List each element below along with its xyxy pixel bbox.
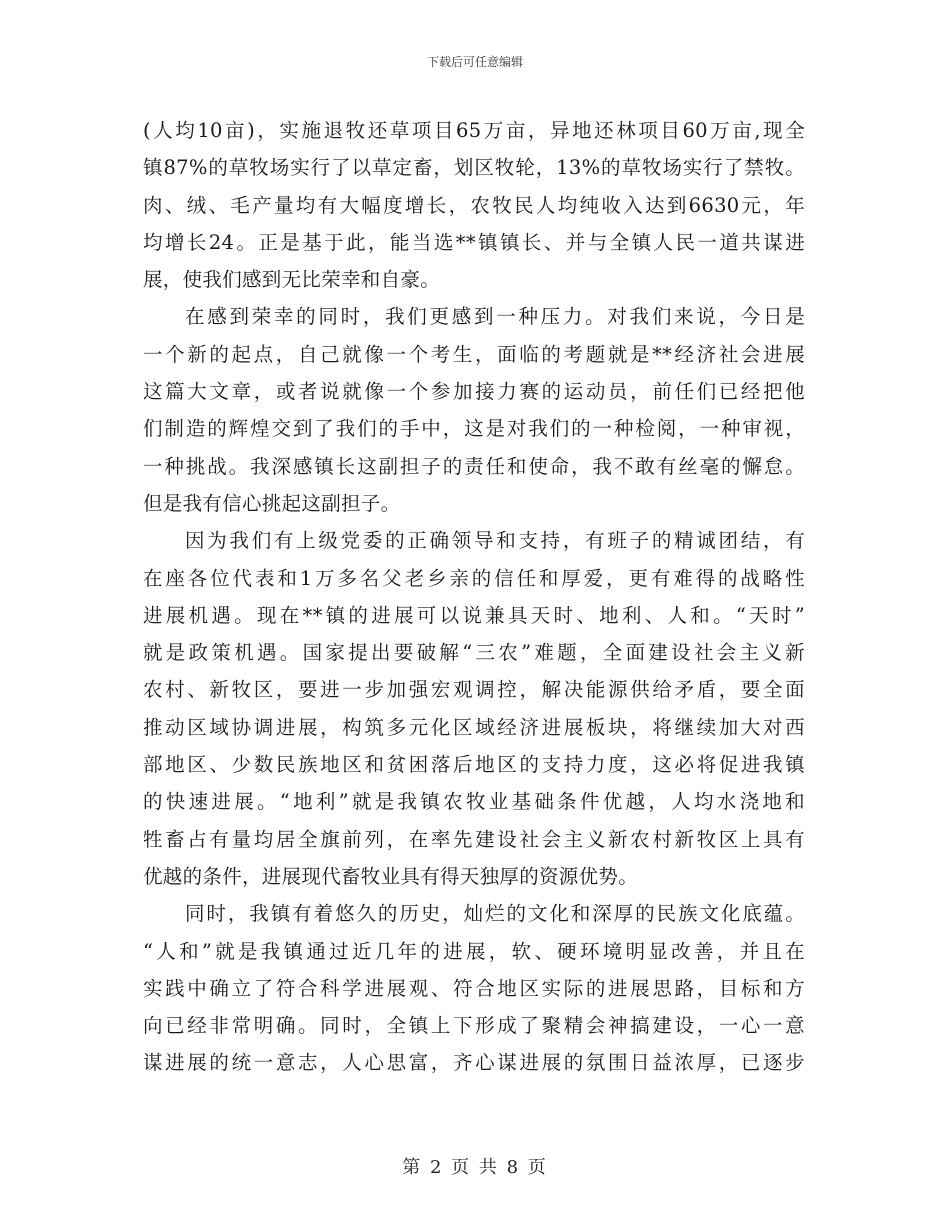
text-line: 向已经非常明确。同时，全镇上下形成了聚精会神搞建设，一心一意 <box>143 1014 805 1038</box>
text-line: 优越的条件，进展现代畜牧业具有得天独厚的资源优势。 <box>143 864 639 888</box>
text-line: (人均10亩)，实施退牧还草项目65万亩，异地还林项目60万亩,现全 <box>143 119 805 142</box>
text-line: “人和”就是我镇通过近几年的进展，软、硬环境明显改善，并且在 <box>143 939 805 963</box>
text-line: 就是政策机遇。国家提出要破解“三农”难题，全面建设社会主义新 <box>143 641 805 665</box>
document-body <box>143 112 805 1082</box>
text-line: 进展机遇。现在**镇的进展可以说兼具天时、地利、人和。“天时” <box>143 603 805 627</box>
text-line: 在座各位代表和1万多名父老乡亲的信任和厚爱，更有难得的战略性 <box>143 566 805 590</box>
page-number: 第 2 页 共 8 页 <box>402 1157 548 1178</box>
text-line: 均增长24。正是基于此，能当选**镇镇长、并与全镇人民一道共谋进 <box>143 230 805 254</box>
text-line: 牲畜占有量均居全旗前列，在率先建设社会主义新农村新牧区上具有 <box>143 827 805 851</box>
text-line: 在感到荣幸的同时，我们更感到一种压力。对我们来说，今日是 <box>185 305 805 329</box>
page-header: 下载后可任意编辑 <box>426 55 523 69</box>
text-line: 推动区域协调进展，构筑多元化区域经济进展板块，将继续加大对西 <box>143 715 805 739</box>
text-line: 谋进展的统一意志，人心思富，齐心谋进展的氛围日益浓厚，已逐步 <box>143 1051 805 1075</box>
text-line: 肉、绒、毛产量均有大幅度增长，农牧民人均纯收入达到6630元，年 <box>143 193 805 217</box>
text-line: 同时，我镇有着悠久的历史，灿烂的文化和深厚的民族文化底蕴。 <box>185 902 805 926</box>
text-line: 一个新的起点，自己就像一个考生，面临的考题就是**经济社会进展 <box>143 342 805 366</box>
text-line: 一种挑战。我深感镇长这副担子的责任和使命，我不敢有丝毫的懈怠。 <box>143 454 805 478</box>
text-line: 但是我有信心挑起这副担子。 <box>143 491 401 515</box>
text-line: 这篇大文章，或者说就像一个参加接力赛的运动员，前任们已经把他 <box>143 380 805 404</box>
text-line: 实践中确立了符合科学进展观、符合地区实际的进展思路，目标和方 <box>143 976 805 1000</box>
text-line: 的快速进展。“地利”就是我镇农牧业基础条件优越，人均水浇地和 <box>143 790 805 814</box>
text-line: 们制造的辉煌交到了我们的手中，这是对我们的一种检阅，一种审视， <box>143 417 805 441</box>
text-line: 农村、新牧区，要进一步加强宏观调控，解决能源供给矛盾，要全面 <box>143 678 805 702</box>
text-line: 展，使我们感到无比荣幸和自豪。 <box>143 268 441 292</box>
text-line: 因为我们有上级党委的正确领导和支持，有班子的精诚团结，有 <box>185 529 805 553</box>
text-line: 镇87%的草牧场实行了以草定畜，划区牧轮，13%的草牧场实行了禁牧。 <box>143 156 805 180</box>
text-line: 部地区、少数民族地区和贫困落后地区的支持力度，这必将促进我镇 <box>143 753 805 777</box>
